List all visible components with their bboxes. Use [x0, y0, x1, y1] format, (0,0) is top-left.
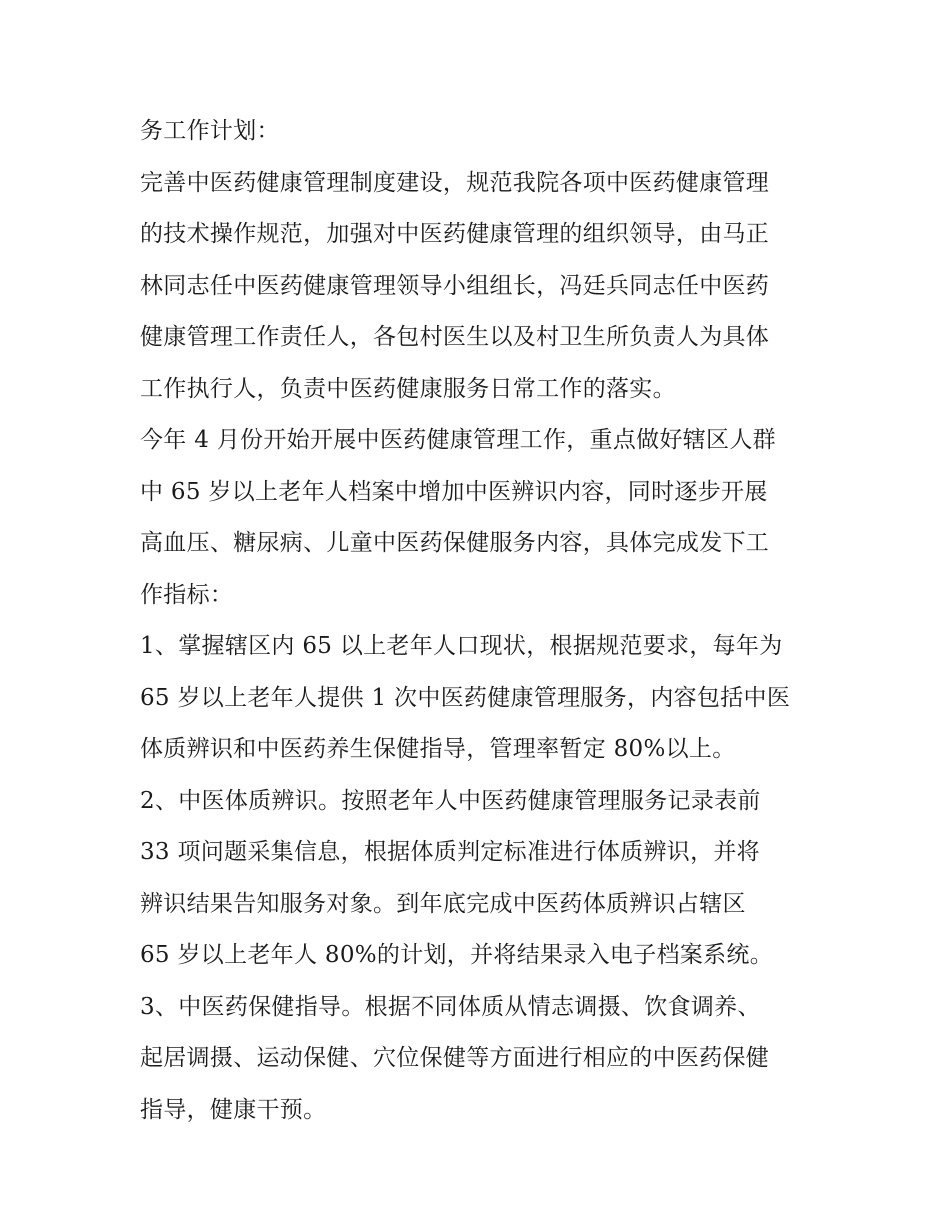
text-line: 33 项问题采集信息，根据体质判定标准进行体质辨识，并将 [140, 839, 760, 865]
text-line: 作指标： [140, 581, 234, 608]
document-body [140, 106, 830, 1136]
text-line: 的技术操作规范，加强对中医药健康管理的组织领导，由马正 [140, 221, 770, 247]
text-line: 65 岁以上老年人提供 1 次中医药健康管理服务，内容包括中医 [140, 684, 791, 711]
text-line: 中 65 岁以上老年人档案中增加中医辨识内容，同时逐步开展 [140, 478, 768, 505]
text-line: 1、掌握辖区内 65 以上老年人口现状，根据规范要求，每年为 [140, 633, 783, 659]
text-line: 辨识结果告知服务对象。到年底完成中医药体质辨识占辖区 [140, 890, 746, 917]
text-line: 指导，健康干预。 [140, 1096, 327, 1123]
text-line: 完善中医药健康管理制度建设，规范我院各项中医药健康管理 [140, 169, 770, 196]
text-line: 健康管理工作责任人，各包村医生以及村卫生所负责人为具体 [140, 324, 770, 350]
text-line: 今年 4 月份开始开展中医药健康管理工作，重点做好辖区人群 [140, 427, 776, 453]
text-line: 体质辨识和中医药养生保健指导，管理率暂定 80%以上。 [140, 736, 736, 762]
text-line: 务工作计划： [140, 118, 280, 144]
text-line: 2、中医体质辨识。按照老年人中医药健康管理服务记录表前 [140, 787, 761, 814]
text-line: 林同志任中医药健康管理领导小组组长，冯廷兵同志任中医药 [140, 272, 770, 299]
text-line: 工作执行人，负责中医药健康服务日常工作的落实。 [140, 375, 676, 402]
text-line: 高血压、糖尿病、儿童中医药保健服务内容，具体完成发下工 [140, 530, 770, 556]
text-line: 3、中医药保健指导。根据不同体质从情志调摄、饮食调养、 [140, 993, 761, 1020]
text-line: 起居调摄、运动保健、穴位保健等方面进行相应的中医药保健 [140, 1045, 770, 1071]
text-line: 65 岁以上老年人 80%的计划，并将结果录入电子档案系统。 [140, 942, 774, 968]
